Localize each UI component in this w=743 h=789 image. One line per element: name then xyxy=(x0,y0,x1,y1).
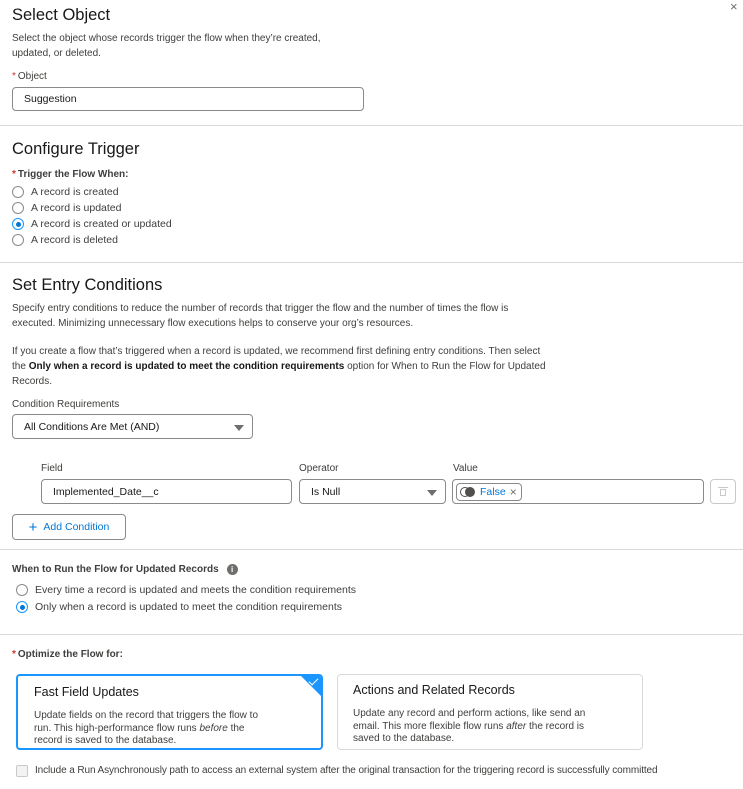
close-button[interactable] xyxy=(730,0,743,14)
select-object-description: Select the object whose records trigger the flow when they’re created, updated, or deleted. xyxy=(12,33,321,59)
remove-icon[interactable]: × xyxy=(509,484,517,499)
run-async-label: Include a Run Asynchronously path to access an external system after the original transaction for the triggering record is successfully committed xyxy=(35,765,658,776)
radio-button[interactable] xyxy=(16,584,28,596)
delete-condition-button[interactable] xyxy=(710,479,736,504)
divider xyxy=(0,262,743,263)
entry-conditions-description: Specify entry conditions to reduce the number of records that trigger the flow and the number of times the flow is executed. Minimizing unnecessary flow executions helps to conserve your org’s resources. xyxy=(12,303,509,329)
card-description: Update any record and perform actions, like send an email. This more flexible flow runs after the record is saved to the database. xyxy=(353,708,586,744)
fast-field-updates-card[interactable] xyxy=(16,674,323,750)
select-object-title: Select Object xyxy=(12,6,111,24)
condition-requirements-label: Condition Requirements xyxy=(12,399,120,410)
run-async-checkbox[interactable] xyxy=(16,765,28,777)
condition-value-input[interactable] xyxy=(452,479,704,504)
add-icon: + xyxy=(28,518,38,536)
chevron-down-icon xyxy=(427,490,437,496)
condition-requirements-select[interactable]: All Conditions Are Met (AND) xyxy=(12,414,253,439)
chevron-down-icon xyxy=(234,425,244,431)
radio-button-checked[interactable] xyxy=(12,218,24,230)
required-marker: * xyxy=(12,71,16,82)
when-to-run-only-when[interactable]: Only when a record is updated to meet the condition requirements xyxy=(16,601,342,613)
radio-button-checked[interactable] xyxy=(16,601,28,613)
operator-column-header: Operator xyxy=(299,463,339,474)
condition-field-input[interactable]: Implemented_Date__c xyxy=(41,479,292,504)
object-input[interactable]: Suggestion xyxy=(12,87,364,111)
add-condition-button[interactable]: + Add Condition xyxy=(12,514,126,540)
entry-conditions-title: Set Entry Conditions xyxy=(12,276,163,294)
field-column-header: Field xyxy=(41,463,63,474)
card-title: Actions and Related Records xyxy=(353,683,515,697)
close-icon: × xyxy=(730,0,738,14)
required-marker: * xyxy=(12,169,16,180)
divider xyxy=(0,125,743,126)
when-to-run-every-time[interactable]: Every time a record is updated and meets the condition requirements xyxy=(16,584,356,596)
when-to-run-label: When to Run the Flow for Updated Records i xyxy=(12,564,238,575)
condition-operator-select[interactable]: Is Null xyxy=(299,479,446,504)
radio-button[interactable] xyxy=(12,234,24,246)
radio-button[interactable] xyxy=(12,186,24,198)
trigger-when-label: * Trigger the Flow When: xyxy=(12,169,129,180)
object-label: * Object xyxy=(12,71,47,82)
toggle-icon xyxy=(460,487,476,497)
card-title: Fast Field Updates xyxy=(34,685,139,699)
radio-button[interactable] xyxy=(12,202,24,214)
value-pill[interactable]: False × xyxy=(456,483,522,501)
actions-related-records-card[interactable] xyxy=(337,674,643,750)
divider xyxy=(0,549,743,550)
required-marker: * xyxy=(12,649,16,660)
configure-trigger-title: Configure Trigger xyxy=(12,140,140,158)
entry-conditions-recommendation: If you create a flow that’s triggered when a record is updated, we recommend first defining entry conditions. Then select the Only when a record is updated to meet the condition requirements option for When to Run the Flow for Updated Records. xyxy=(12,346,546,387)
trigger-option-updated[interactable]: A record is updated xyxy=(12,202,121,214)
info-icon[interactable]: i xyxy=(227,564,238,575)
optimize-label: * Optimize the Flow for: xyxy=(12,649,123,660)
trigger-option-created[interactable]: A record is created xyxy=(12,186,119,198)
card-description: Update fields on the record that triggers the flow to run. This high-performance flow runs before the record is saved to the database. xyxy=(34,710,259,746)
trigger-option-created-or-updated[interactable]: A record is created or updated xyxy=(12,218,172,230)
value-column-header: Value xyxy=(453,463,478,474)
trash-icon xyxy=(719,487,727,497)
divider xyxy=(0,634,743,635)
trigger-option-deleted[interactable]: A record is deleted xyxy=(12,234,118,246)
